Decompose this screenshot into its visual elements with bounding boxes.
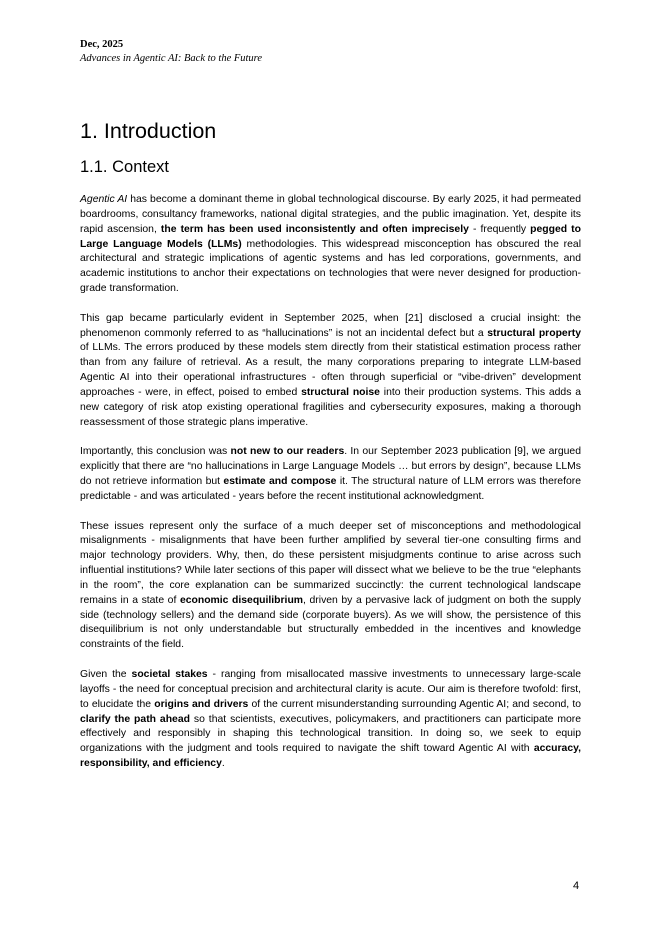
paragraph-3: Importantly, this conclusion was not new to our readers. In our September 2023 publication [9], we argued explicitly that there are “no hallucinations in Large Language Models … but errors by design”, because LLMs do not retrieve information but estimate and compose it. The structural nature of LLM errors was therefore predictable - and was articulated - years before the recent institutional acknowledgment. xyxy=(80,446,581,502)
paragraph-1: Agentic AI has become a dominant theme in global technological discourse. By early 2025, it had permeated boardrooms, consultancy frameworks, national digital strategies, and the public imagination. Yet, despite its rapid ascension, the term has been used inconsistently and often imprecisely - frequently pegged to Large Language Models (LLMs) methodologies. This widespread misconception has obscured the real architectural and strategic implications of agentic systems and has led corporations, governments, and academic institutions to anchor their expectations on technologies that were never designed for production-grade transformation. xyxy=(80,194,581,295)
subsection-heading: 1.1. Context xyxy=(80,158,169,176)
page-number: 4 xyxy=(573,880,580,892)
paragraph-5: Given the societal stakes - ranging from misallocated massive investments to unnecessary large-scale layoffs - the need for conceptual precision and architectural clarity is acute. Our aim is therefore twofold: first, to elucidate the origins and drivers of the current misunderstanding surrounding Agentic AI; and second, to clarify the path ahead so that scientists, executives, policymakers, and practitioners can participate more effectively and responsibly in shaping this technological transition. In doing so, we seek to equip organizations with the judgment and tools required to navigate the shift toward Agentic AI with accuracy, responsibility, and efficiency. xyxy=(80,669,581,770)
paragraph-4: These issues represent only the surface of a much deeper set of misconceptions and methodological misalignments - misalignments that have been further amplified by several tier-one consulting firms and major technology providers. Why, then, do these persistent misjudgments continue to arise across such influential institutions? While later sections of this paper will dissect what we believe to be the true “elephants in the room”, the core explanation can be summarized succinctly: the current technological landscape remains in a state of economic disequilibrium, driven by a pervasive lack of judgment on both the supply side (technology sellers) and the demand side (corporate buyers). As we will show, the persistence of this disequilibrium is not only understandable but structurally embedded in the incentives and knowledge constraints of the field. xyxy=(80,520,582,651)
section-heading: 1. Introduction xyxy=(80,119,217,143)
header-date: Dec, 2025 xyxy=(80,39,124,50)
body-text xyxy=(80,193,581,787)
paragraph-2: This gap became particularly evident in September 2025, when [21] disclosed a crucial insight: the phenomenon commonly referred to as “hallucinations” is not an incidental defect but a structural property of LLMs. The errors produced by these models stem directly from their statistical estimation process rather than from any failure of retrieval. As a result, the many corporations preparing to integrate LLM-based Agentic AI into their operational infrastructures - often through superficial or “vibe-driven” development approaches - were, in effect, poised to embed structural noise into their production systems. This adds a new category of risk atop existing operational fragilities and cybersecurity exposures, making a thorough reassessment of those strategic plans imperative. xyxy=(80,312,581,428)
header-paper-title: Advances in Agentic AI: Back to the Future xyxy=(80,53,263,64)
